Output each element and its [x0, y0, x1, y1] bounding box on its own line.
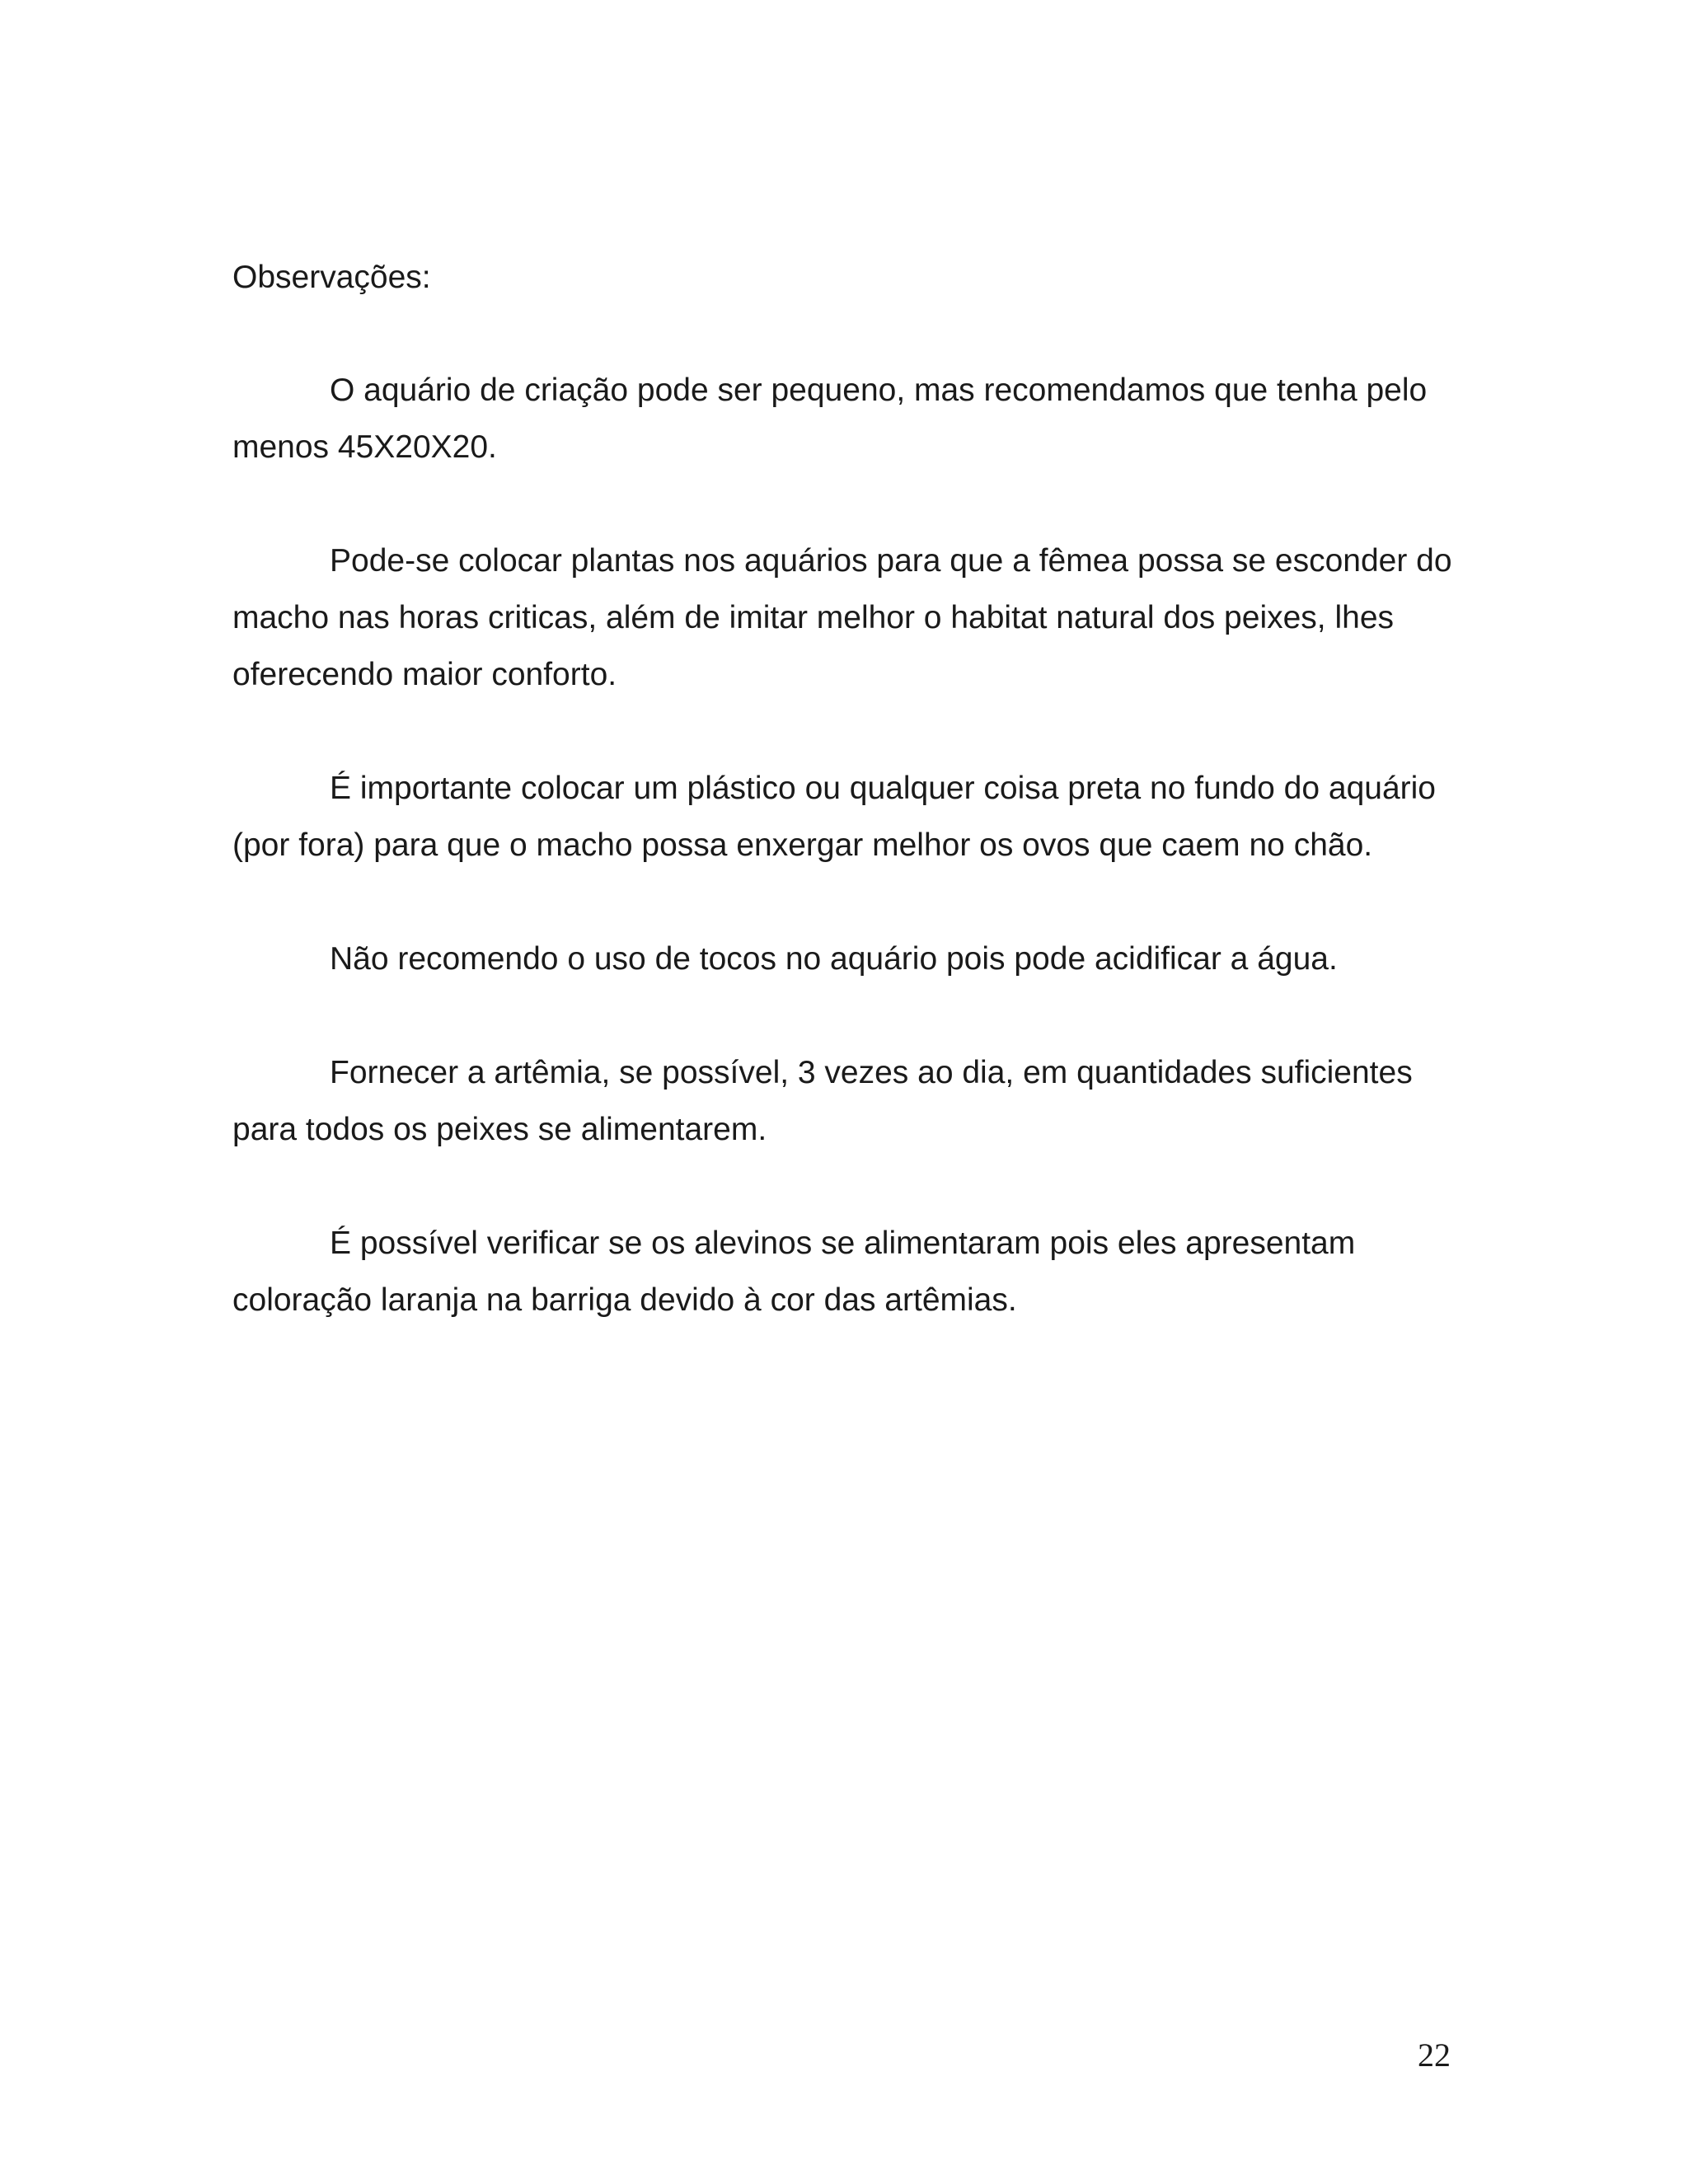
paragraph-aquarium-size: O aquário de criação pode ser pequeno, mas recomendamos que tenha pelo menos 45X20X20.	[232, 373, 1428, 465]
page-number: 22	[1418, 2036, 1451, 2074]
document-body	[232, 249, 1452, 1385]
paragraph-artemia-feeding: Fornecer a artêmia, se possível, 3 vezes ao dia, em quantidades suficientes para todos os peixes se alimentarem.	[232, 1055, 1413, 1147]
paragraph-no-wood: Não recomendo o uso de tocos no aquário pois pode acidificar a água.	[330, 941, 1338, 977]
paragraph-fry-coloration: É possível verificar se os alevinos se alimentaram pois eles apresentam coloração laranja na barriga devido à cor das artêmias.	[232, 1226, 1356, 1318]
paragraph-plants: Pode-se colocar plantas nos aquários para que a fêmea possa se esconder do macho nas horas criticas, além de imitar melhor o habitat natural dos peixes, lhes oferecendo maior conforto.	[232, 543, 1452, 692]
paragraph-black-bottom: É importante colocar um plástico ou qualquer coisa preta no fundo do aquário (por fora) para que o macho possa enxergar melhor os ovos que caem no chão.	[232, 771, 1436, 863]
section-heading: Observações:	[232, 260, 431, 295]
